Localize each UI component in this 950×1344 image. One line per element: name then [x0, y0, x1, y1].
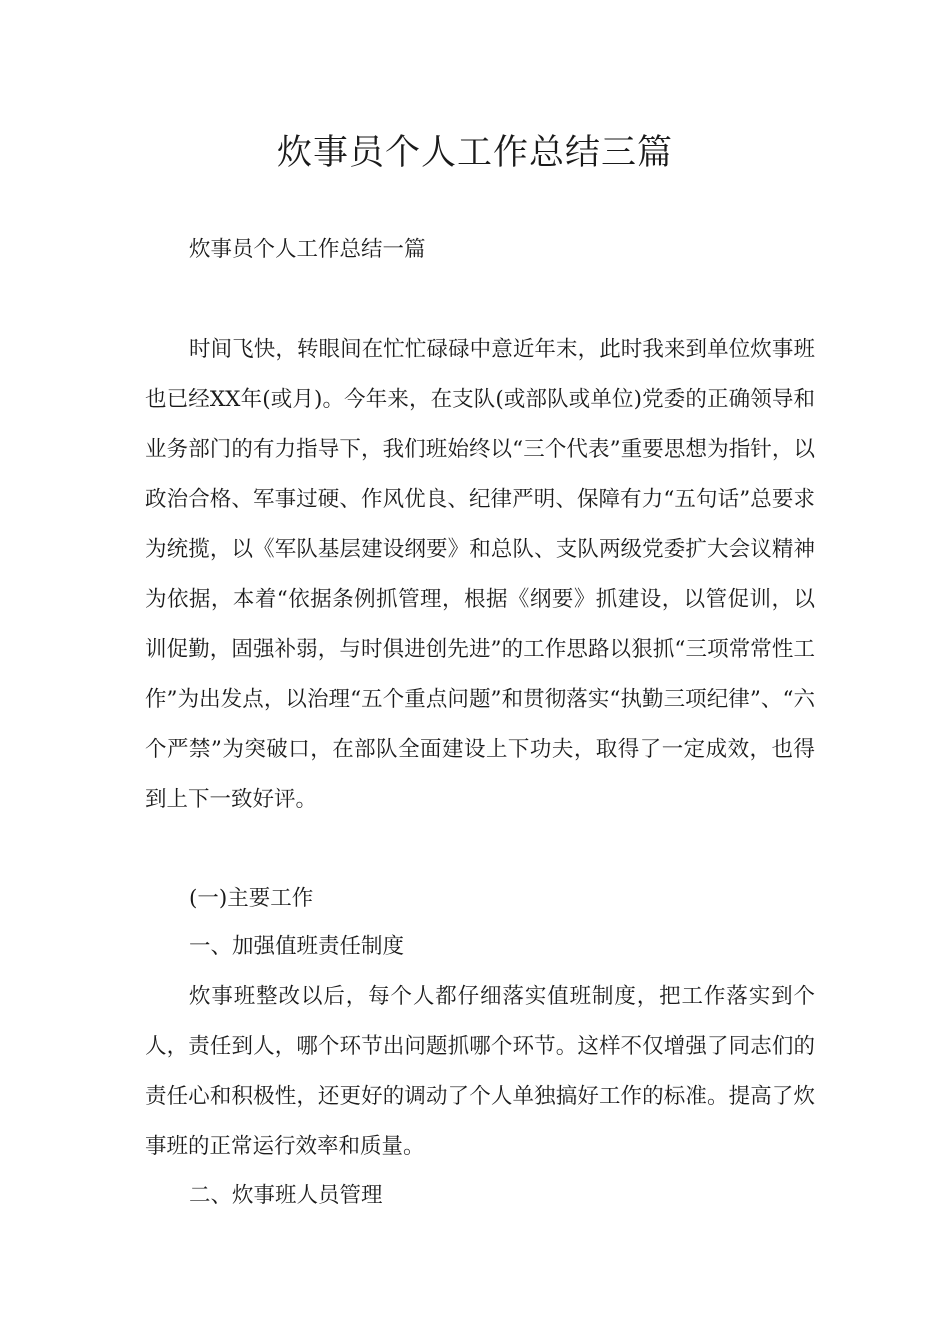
- paragraph-intro: 时间飞快，转眼间在忙忙碌碌中意近年末，此时我来到单位炊事班也已经XX年(或月)。今年来，在支队(或部队或单位)党委的正确领导和业务部门的有力指导下，我们班始终以“三个代表”重要思想为指针，以政治合格、军事过硬、作风优良、纪律严明、保障有力“五句话”总要求为统揽，以《军队基层建设纲要》和总队、支队两级党委扩大会议精神为依据，本着“依据条例抓管理，根据《纲要》抓建设，以管促训，以训促勤，固强补弱，与时俱进创先进”的工作思路以狠抓“三项常常性工作”为出发点，以治理“五个重点问题”和贯彻落实“执勤三项纪律”、“六个严禁”为突破口，在部队全面建设上下功夫，取得了一定成效，也得到上下一致好评。: [145, 337, 815, 812]
- paragraph-duty-system: 炊事班整改以后，每个人都仔细落实值班制度，把工作落实到个人，责任到人，哪个环节出问题抓哪个环节。这样不仅增强了同志们的责任心和积极性，还更好的调动了个人单独搞好工作的标准。提高了炊事班的正常运行效率和质量。: [145, 984, 815, 1159]
- section-subtitle: 炊事员个人工作总结一篇: [189, 237, 426, 262]
- heading-duty-system: 一、加强值班责任制度: [189, 934, 405, 959]
- heading-staff-management: 二、炊事班人员管理: [189, 1183, 383, 1208]
- heading-main-work: (一)主要工作: [189, 886, 314, 911]
- document-title: 炊事员个人工作总结三篇: [276, 133, 673, 173]
